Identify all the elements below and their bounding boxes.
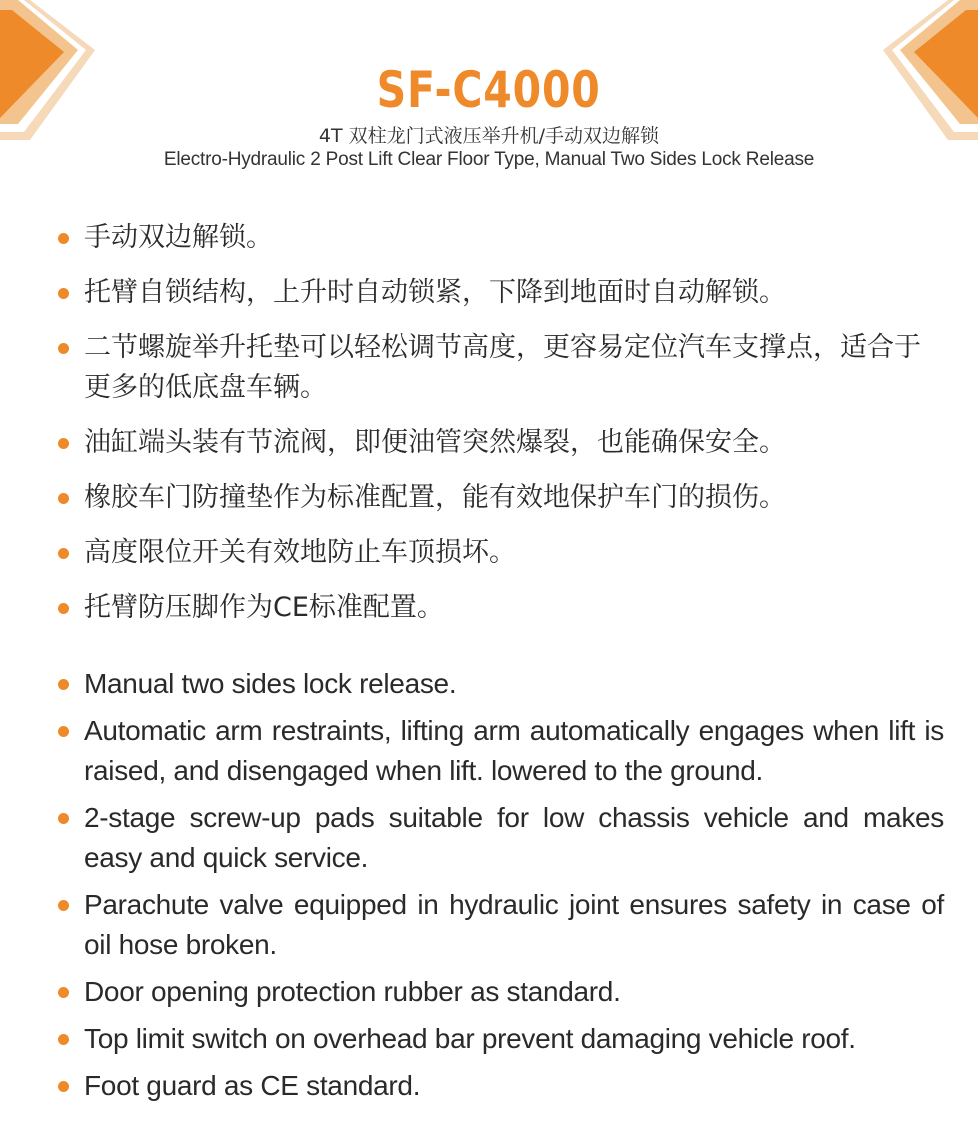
feature-item (56, 798, 944, 878)
bullet-dot-icon (58, 813, 69, 824)
feature-text: 托臂自锁结构，上升时自动锁紧，下降到地面时自动解锁。 (84, 277, 786, 308)
feature-text: Door opening protection rubber as standard. (84, 976, 621, 1007)
feature-text: Foot guard as CE standard. (84, 1070, 421, 1101)
bullet-dot-icon (58, 1081, 69, 1092)
feature-text: 高度限位开关有效地防止车顶损坏。 (84, 537, 516, 568)
bullet-dot-icon (58, 493, 69, 504)
feature-text: 托臂防压脚作为CE标准配置。 (84, 592, 444, 623)
feature-text: Top limit switch on overhead bar prevent damaging vehicle roof. (84, 1023, 856, 1054)
feature-text: 二节螺旋举升托垫可以轻松调节高度，更容易定位汽车支撑点，适合于更多的低底盘车辆。 (84, 332, 921, 403)
feature-text: Parachute valve equipped in hydraulic joint ensures safety in case of oil hose broken. (84, 889, 944, 960)
bullet-dot-icon (58, 1034, 69, 1045)
feature-item (56, 1019, 944, 1059)
feature-item (56, 664, 944, 704)
feature-text: 手动双边解锁。 (84, 222, 273, 253)
bullet-dot-icon (58, 233, 69, 244)
feature-item (56, 885, 944, 965)
feature-text: Manual two sides lock release. (84, 668, 457, 699)
feature-text: 2-stage screw-up pads suitable for low chassis vehicle and makes easy and quick service. (84, 802, 944, 873)
feature-text: 橡胶车门防撞垫作为标准配置，能有效地保护车门的损伤。 (84, 482, 786, 513)
bullet-dot-icon (58, 726, 69, 737)
subtitle-english: Electro-Hydraulic 2 Post Lift Clear Floor Type, Manual Two Sides Lock Release (163, 149, 815, 170)
feature-list-chinese (56, 218, 944, 643)
subtitle-chinese: 4T 双柱龙门式液压举升机/手动双边解锁 (318, 125, 660, 147)
bullet-dot-icon (58, 343, 69, 354)
feature-list-english (56, 664, 944, 1113)
feature-item (56, 218, 944, 258)
bullet-dot-icon (58, 548, 69, 559)
feature-item (56, 423, 944, 463)
feature-text: 油缸端头装有节流阀，即便油管突然爆裂，也能确保安全。 (84, 427, 786, 458)
product-header (0, 62, 978, 172)
bullet-dot-icon (58, 987, 69, 998)
bullet-dot-icon (58, 603, 69, 614)
feature-item (56, 711, 944, 791)
feature-item (56, 533, 944, 573)
bullet-dot-icon (58, 679, 69, 690)
bullet-dot-icon (58, 288, 69, 299)
feature-item (56, 478, 944, 518)
feature-item (56, 273, 944, 313)
bullet-dot-icon (58, 900, 69, 911)
bullet-dot-icon (58, 438, 69, 449)
feature-item (56, 1066, 944, 1106)
feature-item (56, 588, 944, 628)
feature-item (56, 328, 944, 408)
feature-item (56, 972, 944, 1012)
feature-text: Automatic arm restraints, lifting arm automatically engages when lift is raised, and disengaged when lift. lowered to the ground. (84, 715, 944, 786)
model-title: SF-C4000 (376, 61, 602, 119)
